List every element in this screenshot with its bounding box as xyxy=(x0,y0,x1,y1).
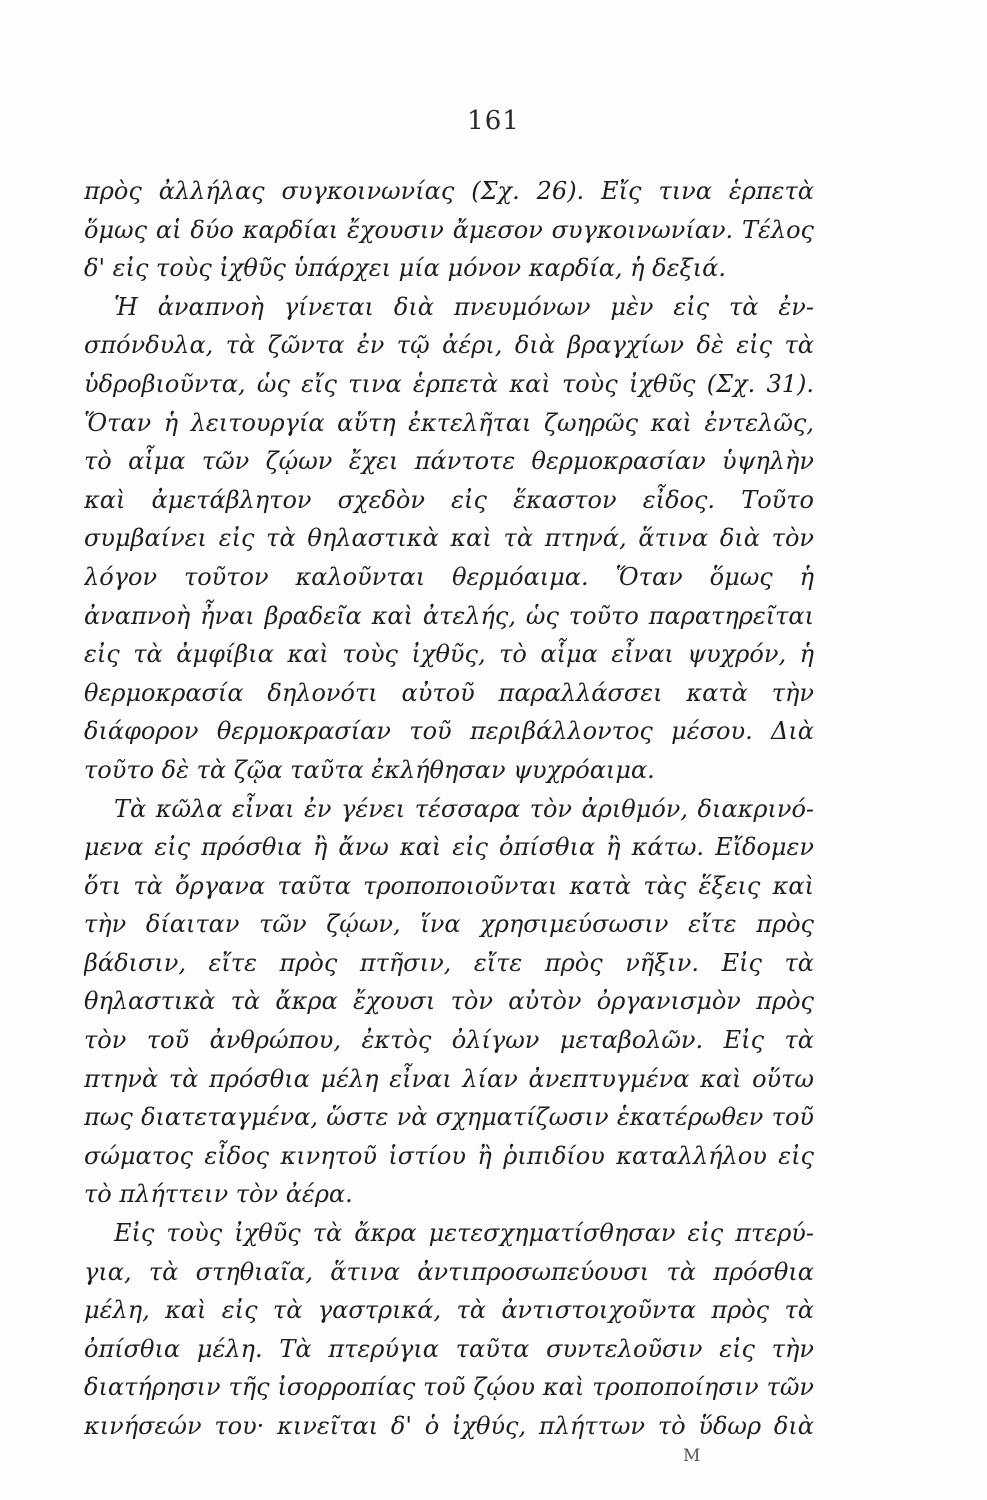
signature-mark: Μ xyxy=(683,1446,702,1466)
text-line: λόγον τοῦτον καλοῦνται θερμόαιμα. Ὅταν ὅμως ἡ xyxy=(84,562,814,591)
text-line: θηλαστικὰ τὰ ἄκρα ἔχουσι τὸν αὐτὸν ὀργανισμὸν πρὸς xyxy=(84,987,814,1016)
text-line: ὀπίσθια μέλη. Τὰ πτερύγια ταῦτα συντελοῦσιν εἰς τὴν xyxy=(84,1334,814,1363)
paragraph-start-line: Ἡ ἀναπνοὴ γίνεται διὰ πνευμόνων μὲν εἰς τὰ ἐν- xyxy=(114,292,814,321)
body-text xyxy=(84,172,814,1446)
text-line: βάδισιν, εἴτε πρὸς πτῆσιν, εἴτε πρὸς νῆξιν. Εἰς τὰ xyxy=(84,948,814,977)
text-line: σπόνδυλα, τὰ ζῶντα ἐν τῷ ἀέρι, διὰ βραγχίων δὲ εἰς τὰ xyxy=(84,331,814,360)
text-line: εἰς τὰ ἀμφίβια καὶ τοὺς ἰχθῦς, τὸ αἷμα εἶναι ψυχρόν, ἡ xyxy=(84,640,814,669)
text-line: ὑδροβιοῦντα, ὡς εἴς τινα ἑρπετὰ καὶ τοὺς ἰχθῦς (Σχ. 31). xyxy=(84,369,814,398)
text-line: πως διατεταγμένα, ὥστε νὰ σχηματίζωσιν ἑκατέρωθεν τοῦ xyxy=(84,1103,814,1132)
text-line: ἀναπνοὴ ἦναι βραδεῖα καὶ ἀτελής, ὡς τοῦτο παρατηρεῖται xyxy=(84,601,814,630)
text-line: μέλη, καὶ εἰς τὰ γαστρικά, τὰ ἀντιστοιχοῦντα πρὸς τὰ xyxy=(84,1296,814,1325)
text-line: δ' εἰς τοὺς ἰχθῦς ὑπάρχει μία μόνον καρδία, ἡ δεξιά. xyxy=(84,254,726,283)
text-line: τοῦτο δὲ τὰ ζῷα ταῦτα ἐκλήθησαν ψυχρόαιμα. xyxy=(84,755,655,784)
text-line: σώματος εἶδος κινητοῦ ἱστίου ἢ ῥιπιδίου καταλλήλου εἰς xyxy=(84,1141,814,1170)
text-line: πρὸς ἀλλήλας συγκοινωνίας (Σχ. 26). Εἴς τινα ἑρπετὰ xyxy=(84,177,814,205)
text-line: καὶ ἀμετάβλητον σχεδὸν εἰς ἕκαστον εἶδος. Τοῦτο xyxy=(84,485,814,514)
text-line: κινήσεών του· κινεῖται δ' ὁ ἰχθύς, πλήττων τὸ ὕδωρ διὰ xyxy=(84,1412,814,1440)
text-line: τὸ πλήττειν τὸν ἀέρα. xyxy=(84,1180,353,1209)
text-line: θερμοκρασία δηλονότι αὐτοῦ παραλλάσσει κατὰ τὴν xyxy=(84,678,814,707)
text-line: πτηνὰ τὰ πρόσθια μέλη εἶναι λίαν ἀνεπτυγμένα καὶ οὕτω xyxy=(84,1064,814,1093)
text-line: ὅτι τὰ ὄργανα ταῦτα τροποποιοῦνται κατὰ τὰς ἕξεις καὶ xyxy=(84,871,814,900)
page-number: 161 xyxy=(467,106,520,136)
text-line: μενα εἰς πρόσθια ἢ ἄνω καὶ εἰς ὀπίσθια ἢ κάτω. Εἴδομεν xyxy=(84,833,814,862)
text-line: Ὅταν ἡ λειτουργία αὕτη ἐκτελῆται ζωηρῶς καὶ ἐντελῶς, xyxy=(84,408,814,437)
text-line: τὸ αἷμα τῶν ζῴων ἔχει πάντοτε θερμοκρασίαν ὑψηλὴν xyxy=(84,447,814,476)
text-line: διατήρησιν τῆς ἰσορροπίας τοῦ ζῴου καὶ τροποποίησιν τῶν xyxy=(84,1373,814,1402)
text-line: τὸν τοῦ ἀνθρώπου, ἐκτὸς ὀλίγων μεταβολῶν. Εἰς τὰ xyxy=(84,1026,814,1055)
text-line: ὅμως αἱ δύο καρδίαι ἔχουσιν ἄμεσον συγκοινωνίαν. Τέλος xyxy=(84,215,814,244)
text-line: τὴν δίαιταν τῶν ζῴων, ἵνα χρησιμεύσωσιν εἴτε πρὸς xyxy=(84,910,814,939)
text-line: συμβαίνει εἰς τὰ θηλαστικὰ καὶ τὰ πτηνά, ἅτινα διὰ τὸν xyxy=(84,524,814,553)
paragraph-start-line: Τὰ κῶλα εἶναι ἐν γένει τέσσαρα τὸν ἀριθμόν, διακρινό- xyxy=(114,794,814,823)
text-line: διάφορον θερμοκρασίαν τοῦ περιβάλλοντος μέσου. Διὰ xyxy=(84,717,814,746)
text-line: για, τὰ στηθιαῖα, ἅτινα ἀντιπροσωπεύουσι τὰ πρόσθια xyxy=(84,1257,814,1286)
paragraph-start-line: Εἰς τοὺς ἰχθῦς τὰ ἄκρα μετεσχηματίσθησαν εἰς πτερύ- xyxy=(114,1219,814,1248)
